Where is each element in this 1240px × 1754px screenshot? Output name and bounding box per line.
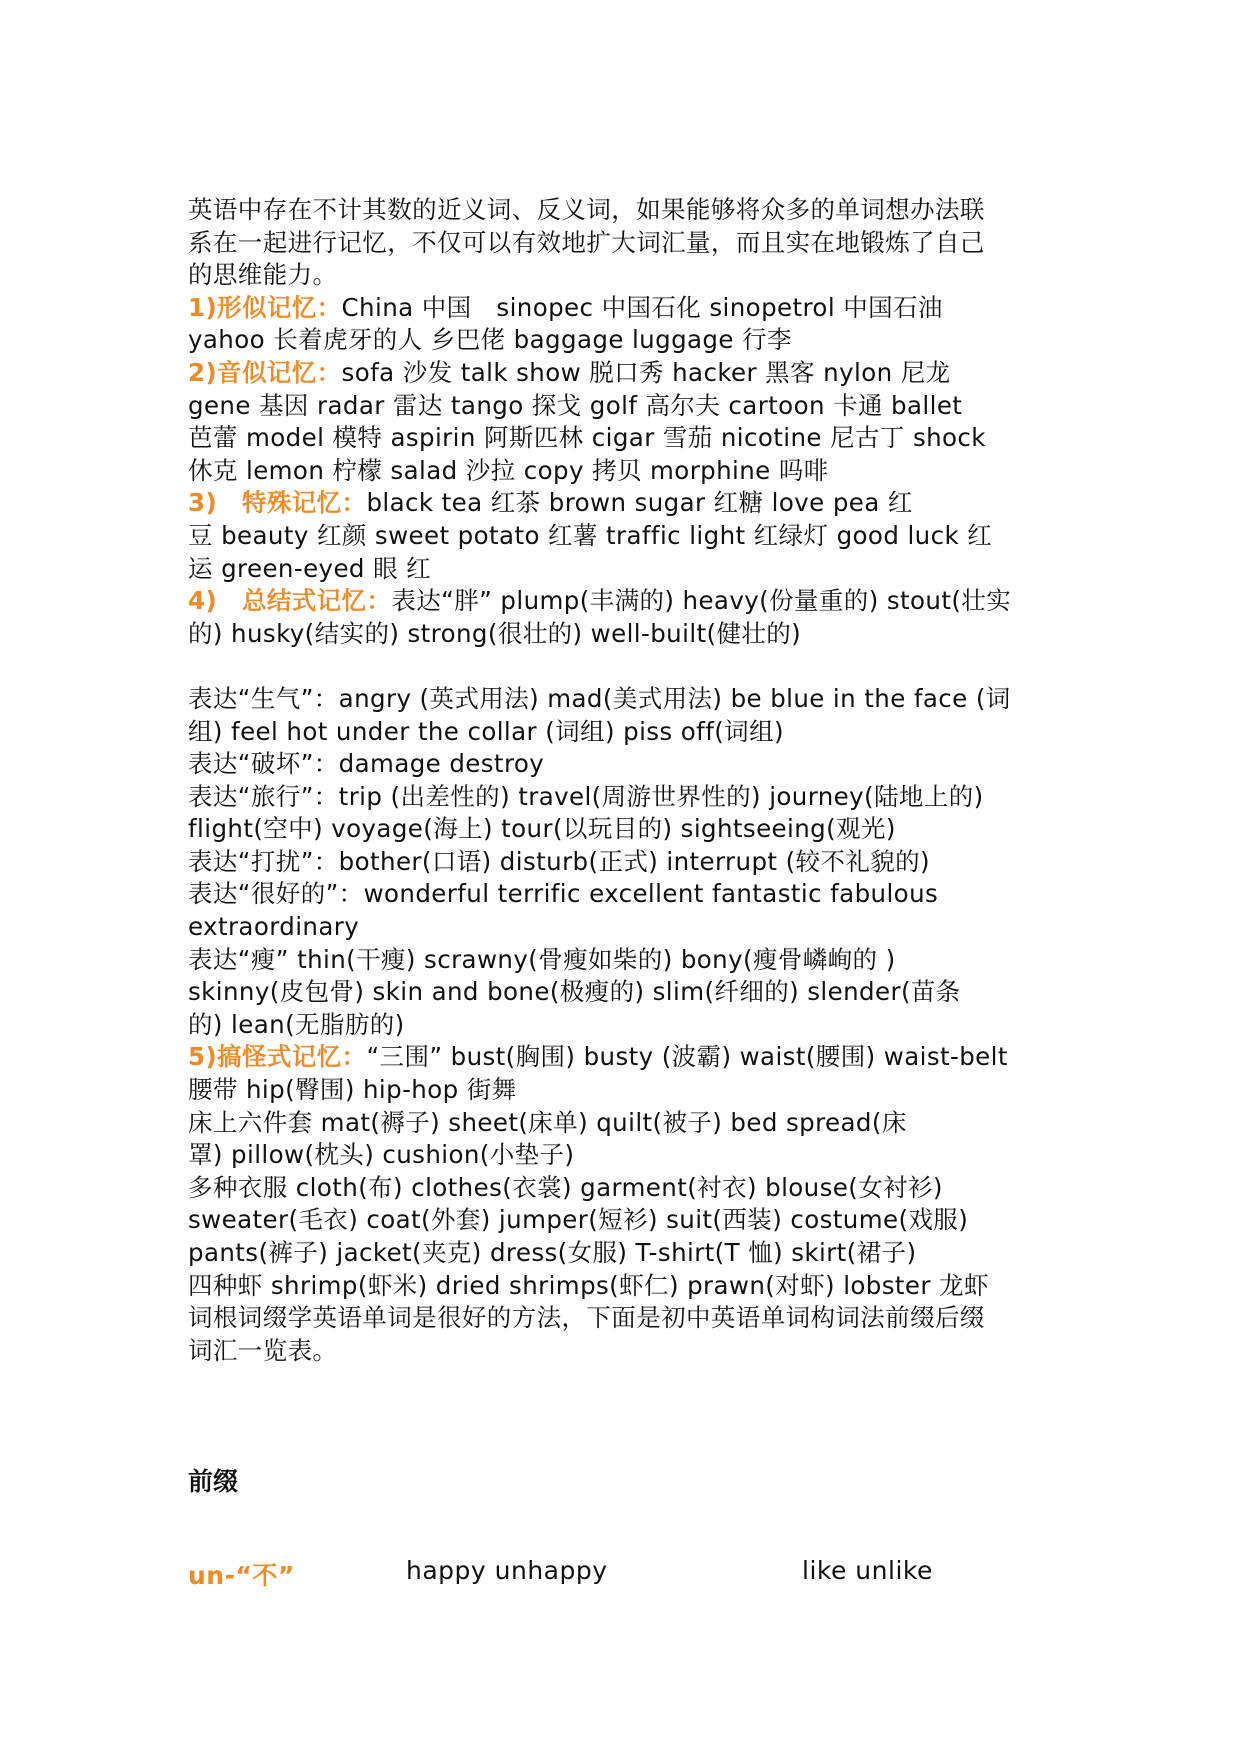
section-5-line: 词汇一览表。 — [188, 1335, 338, 1365]
section-5-line: pants(裤子) jacket(夹克) dress(女服) T-shirt(T 恤) skirt(裙子) — [188, 1238, 917, 1267]
section-4-line: 表达“旅行”：trip (出差性的) travel(周游世界性的) journey(陆地上的) — [188, 781, 984, 811]
section-4-line: 的) husky(结实的) strong(很壮的) well-built(健壮的) — [188, 618, 802, 648]
section-5-line: sweater(毛衣) coat(外套) jumper(短衫) suit(西装) costume(戏服) — [188, 1205, 969, 1235]
section-5-text: “三围” bust(胸围) busty (波霸) waist(腰围) waist-belt — [366, 1042, 1008, 1072]
section-1-line: yahoo 长着虎牙的人 乡巴佬 baggage luggage 行李 — [188, 325, 792, 355]
prefix-label: un-“不” — [188, 1561, 295, 1590]
section-5-line: 罩) pillow(枕头) cushion(小垫子) — [188, 1140, 575, 1170]
intro-line: 的思维能力。 — [188, 260, 338, 290]
section-5-heading: 5)搞怪式记忆： — [188, 1042, 367, 1072]
prefix-example: like unlike — [802, 1556, 933, 1585]
section-3-heading: 3) 特殊记忆： — [188, 488, 367, 518]
section-4-line: skinny(皮包骨) skin and bone(极瘦的) slim(纤细的) slender(苗条 — [188, 977, 961, 1007]
section-4-line — [188, 585, 1068, 618]
section-5-line: 腰带 hip(臀围) hip-hop 街舞 — [188, 1075, 517, 1105]
section-4-heading: 4) 总结式记忆： — [188, 586, 392, 616]
section-5-line: 多种衣服 cloth(布) clothes(衣裳) garment(衬衣) blouse(女衬衫) — [188, 1172, 943, 1202]
prefix-section-title: 前缀 — [188, 1467, 239, 1496]
section-5-line: 床上六件套 mat(褥子) sheet(床单) quilt(被子) bed spread(床 — [188, 1107, 907, 1137]
section-4-line: 表达“很好的”：wonderful terrific excellent fantastic fabulous — [188, 879, 939, 909]
section-5-line — [188, 1041, 1068, 1074]
section-1-heading: 1)形似记忆： — [188, 292, 342, 322]
section-4-line: flight(空中) voyage(海上) tour(以玩目的) sightseeing(观光) — [188, 814, 896, 844]
section-4-line: extraordinary — [188, 912, 360, 942]
section-3-line: 豆 beauty 红颜 sweet potato 红薯 traffic light 红绿灯 good luck 红 — [188, 520, 993, 550]
prefix-row — [188, 1556, 1068, 1596]
section-2-text: sofa 沙发 talk show 脱口秀 hacker 黑客 nylon 尼龙 — [341, 357, 951, 387]
section-4-line: 的) lean(无脂肪的) — [188, 1009, 405, 1039]
section-3-line — [188, 487, 1068, 520]
intro-line: 英语中存在不计其数的近义词、反义词，如果能够将众多的单词想办法联 — [188, 195, 985, 224]
section-2-line: gene 基因 radar 雷达 tango 探戈 golf 高尔夫 cartoon 卡通 ballet — [188, 390, 963, 420]
section-3-line: 运 green-eyed 眼 红 — [188, 553, 432, 583]
blank-line — [188, 650, 1068, 683]
section-4-text: 表达“胖” plump(丰满的) heavy(份量重的) stout(壮实 — [391, 586, 1012, 616]
section-5-line: 四种虾 shrimp(虾米) dried shrimps(虾仁) prawn(对虾) lobster 龙虾 — [188, 1270, 989, 1300]
prefix-example: happy unhappy — [406, 1556, 608, 1585]
section-2-line — [188, 357, 1068, 390]
section-4-line: 表达“破坏”：damage destroy — [188, 749, 545, 779]
section-4-line: 表达“瘦” thin(干瘦) scrawny(骨瘦如柴的) bony(瘦骨嶙峋的 ) — [188, 944, 896, 974]
section-4-line: 表达“打扰”：bother(口语) disturb(正式) interrupt (较不礼貌的) — [188, 846, 931, 876]
section-3-text: black tea 红茶 brown sugar 红糖 love pea 红 — [366, 488, 913, 518]
section-2-line: 休克 lemon 柠檬 salad 沙拉 copy 拷贝 morphine 吗啡 — [188, 455, 829, 485]
section-2-line: 芭蕾 model 模特 aspirin 阿斯匹林 cigar 雪茄 nicotine 尼古丁 shock — [188, 423, 986, 453]
section-5-line: 词根词缀学英语单词是很好的方法，下面是初中英语单词构词法前缀后缀 — [188, 1303, 985, 1333]
intro-line: 系在一起进行记忆，不仅可以有效地扩大词汇量，而且实在地锻炼了自己 — [188, 227, 985, 257]
body-text — [188, 194, 1068, 1367]
section-4-line: 组) feel hot under the collar (词组) piss off(词组) — [188, 716, 784, 746]
section-4-line: 表达“生气”：angry (英式用法) mad(美式用法) be blue in the face (词 — [188, 683, 1011, 713]
section-1-line — [188, 292, 1068, 325]
section-2-heading: 2)音似记忆： — [188, 357, 342, 387]
section-1-text: China 中国 sinopec 中国石化 sinopetrol 中国石油 — [341, 292, 943, 322]
